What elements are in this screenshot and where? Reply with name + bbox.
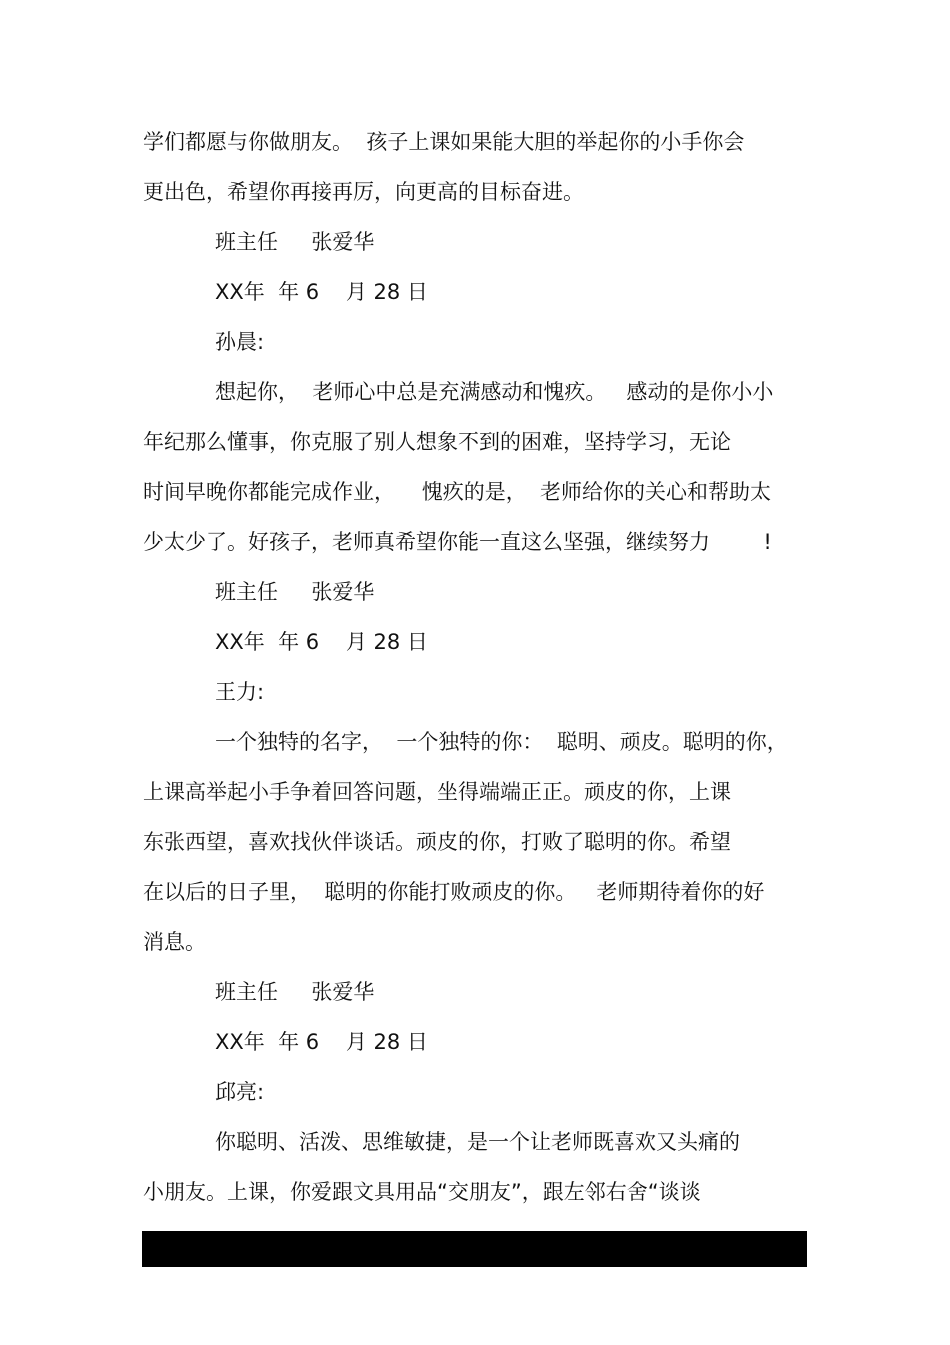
text-line: 少太少了。好孩子，老师真希望你能一直这么坚强，继续努力 ! bbox=[143, 530, 772, 554]
text-line: 一个独特的名字， 一个独特的你： 聪明、顽皮。聪明的你， bbox=[215, 730, 788, 754]
student-name: 孙晨: bbox=[215, 330, 265, 354]
student-name: 邱亮: bbox=[215, 1080, 265, 1104]
text-line: 上课高举起小手争着回答问题，坐得端端正正。顽皮的你，上课 bbox=[143, 780, 731, 804]
text-line: 年纪那么懂事，你克服了别人想象不到的困难，坚持学习，无论 bbox=[143, 430, 731, 454]
signature-line: 班主任 张爱华 bbox=[215, 580, 375, 604]
signature-line: 班主任 张爱华 bbox=[215, 980, 375, 1004]
text-line: 你聪明、活泼、思维敏捷，是一个让老师既喜欢又头痛的 bbox=[215, 1130, 740, 1154]
text-line: 东张西望，喜欢找伙伴谈话。顽皮的你，打败了聪明的你。希望 bbox=[143, 830, 731, 854]
text-line: 小朋友。上课，你爱跟文具用品“交朋友”，跟左邻右舍“谈谈 bbox=[143, 1180, 701, 1204]
date-line: XX年 年 6 月 28 日 bbox=[215, 280, 428, 304]
text-line: 时间早晚你都能完成作业， 愧疚的是， 老师给你的关心和帮助太 bbox=[143, 480, 772, 504]
text-line: 更出色，希望你再接再厉，向更高的目标奋进。 bbox=[143, 180, 584, 204]
text-line: 在以后的日子里， 聪明的你能打败顽皮的你。 老师期待着你的好 bbox=[143, 880, 765, 904]
date-line: XX年 年 6 月 28 日 bbox=[215, 1030, 428, 1054]
date-line: XX年 年 6 月 28 日 bbox=[215, 630, 428, 654]
text-line: 学们都愿与你做朋友。 孩子上课如果能大胆的举起你的小手你会 bbox=[143, 130, 745, 154]
text-line: 想起你， 老师心中总是充满感动和愧疚。 感动的是你小小 bbox=[215, 380, 774, 404]
text-line: 消息。 bbox=[143, 930, 206, 954]
redaction-bar bbox=[142, 1231, 807, 1267]
student-name: 王力: bbox=[215, 680, 265, 704]
signature-line: 班主任 张爱华 bbox=[215, 230, 375, 254]
